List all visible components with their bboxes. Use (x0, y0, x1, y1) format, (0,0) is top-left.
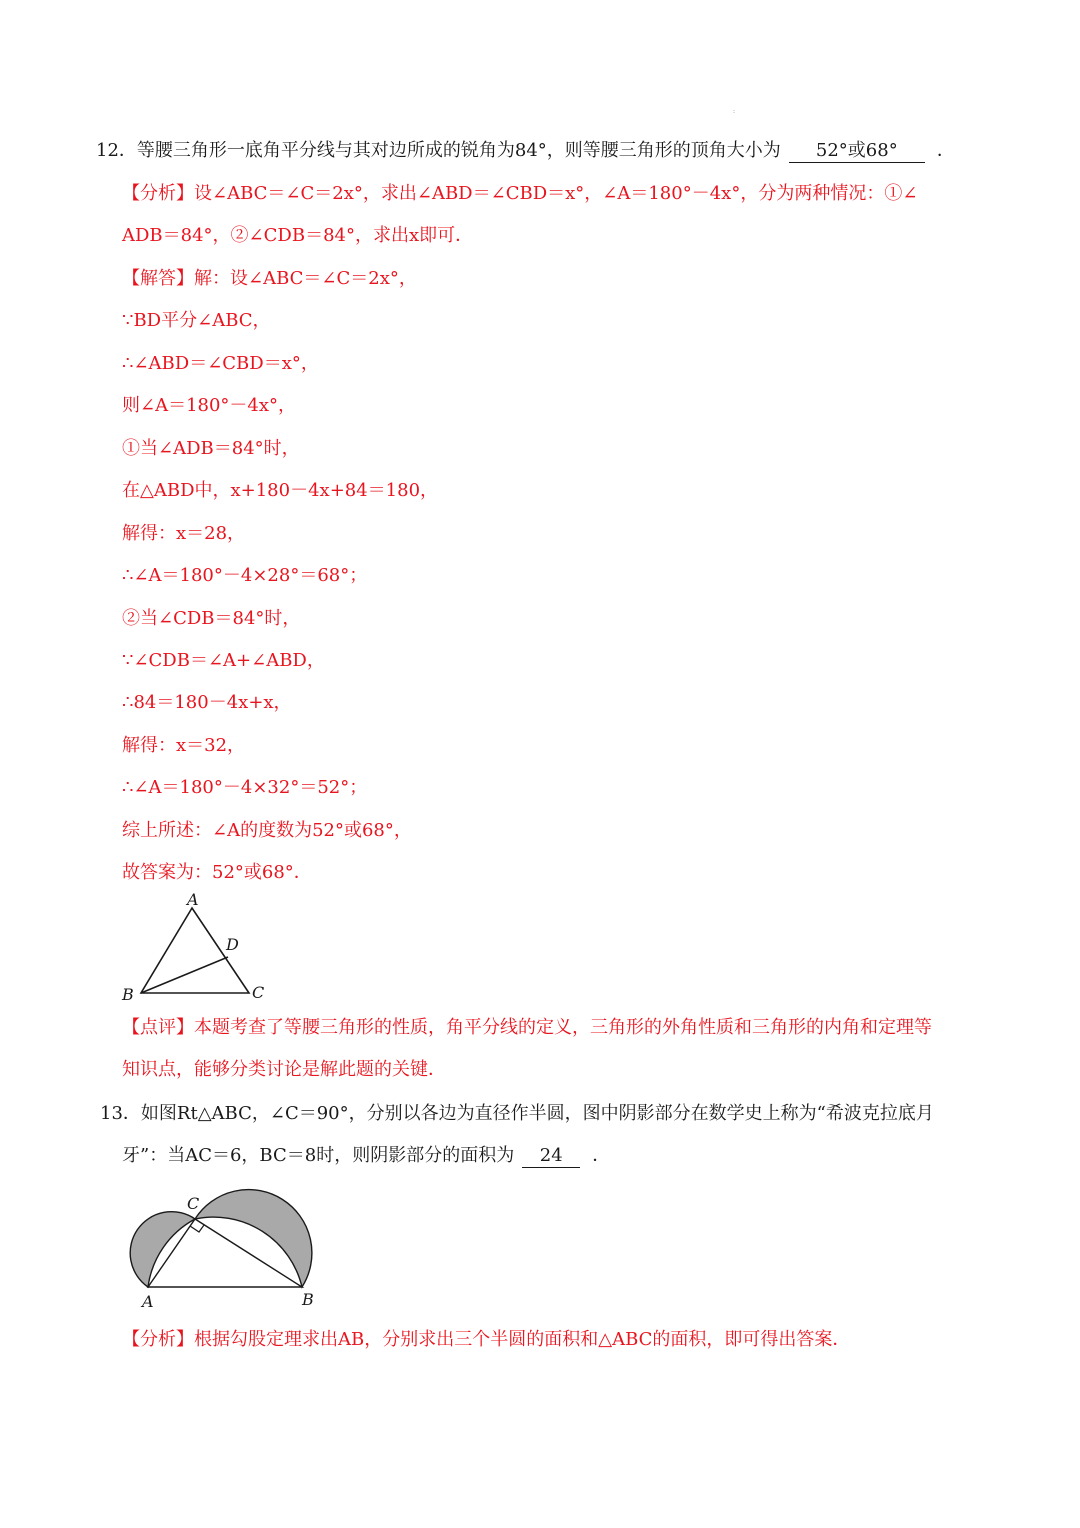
page-mark: : (733, 108, 736, 115)
q13-lune-figure (120, 1185, 330, 1315)
q12-solution-line: ∵∠CDB＝∠A+∠ABD， (122, 650, 325, 671)
q12-analysis-line-1: 【分析】设∠ABC＝∠C＝2x°，求出∠ABD＝∠CBD＝x°，∠A＝180°－4x°，分为两种情况：①∠ (122, 183, 918, 204)
q13-stem-line-1: 13．如图Rt△ABC，∠C＝90°，分别以各边为直径作半圆，图中阴影部分在数学史上称为“希波克拉底月 (100, 1103, 934, 1124)
q12-solution-line: 在△ABD中，x+180－4x+84＝180， (122, 480, 439, 501)
label-c: C (187, 1194, 200, 1213)
q12-stem: 12．等腰三角形一底角平分线与其对边所成的锐角为84°，则等腰三角形的顶角大小为 (96, 140, 781, 161)
q13-answer-blank: 24 (522, 1145, 580, 1168)
q12-solution-line: ∵BD平分∠ABC， (122, 310, 271, 331)
lune-ac (130, 1212, 195, 1287)
label-d: D (226, 935, 239, 954)
q12-solution-line: 解得：x＝28， (122, 523, 246, 544)
q12-solution-line: 综上所述：∠A的度数为52°或68°， (122, 820, 412, 841)
label-b: B (122, 985, 134, 1004)
q12-answer-blank: 52°或68° (789, 140, 925, 163)
label-c: C (252, 983, 265, 1002)
lune-bc (195, 1190, 312, 1287)
q12-solution-line: ∴∠A＝180°－4×28°＝68°； (122, 565, 368, 586)
right-angle-mark (190, 1225, 204, 1232)
label-b: B (302, 1290, 314, 1309)
q12-solution-line: ∴84＝180－4x+x， (122, 692, 292, 713)
label-a: A (187, 890, 199, 909)
label-a: A (142, 1292, 154, 1311)
q12-solution-line: 故答案为：52°或68°． (122, 862, 312, 883)
bisector-bd (141, 957, 228, 993)
q12-analysis-line-2: ADB＝84°，②∠CDB＝84°，求出x即可． (122, 225, 474, 246)
q12-solution-line: ∴∠A＝180°－4×32°＝52°； (122, 777, 368, 798)
q13-stem: 牙”：当AC＝6，BC＝8时，则阴影部分的面积为 (122, 1145, 515, 1166)
q12-comment-line-1: 【点评】本题考查了等腰三角形的性质，角平分线的定义，三角形的外角性质和三角形的内角和定理等 (122, 1017, 932, 1038)
q12-solution-line: ①当∠ADB＝84°时， (122, 438, 300, 459)
q12-stem-line (96, 139, 955, 163)
q12-solution-line: 【解答】解：设∠ABC＝∠C＝2x°， (122, 268, 417, 289)
q12-solution-line: ②当∠CDB＝84°时， (122, 608, 301, 629)
q12-solution-line: 则∠A＝180°－4x°， (122, 395, 297, 416)
q12-triangle-figure (110, 888, 290, 1008)
q13-end: ． (592, 1145, 611, 1166)
q13-analysis: 【分析】根据勾股定理求出AB，分别求出三个半圆的面积和△ABC的面积，即可得出答案． (122, 1329, 851, 1350)
q12-end: ． (936, 140, 955, 161)
q12-comment-line-2: 知识点，能够分类讨论是解此题的关键． (122, 1059, 446, 1080)
q12-solution-line: 解得：x＝32， (122, 735, 246, 756)
q13-stem-line-2 (122, 1144, 610, 1168)
q12-solution-line: ∴∠ABD＝∠CBD＝x°， (122, 353, 319, 374)
